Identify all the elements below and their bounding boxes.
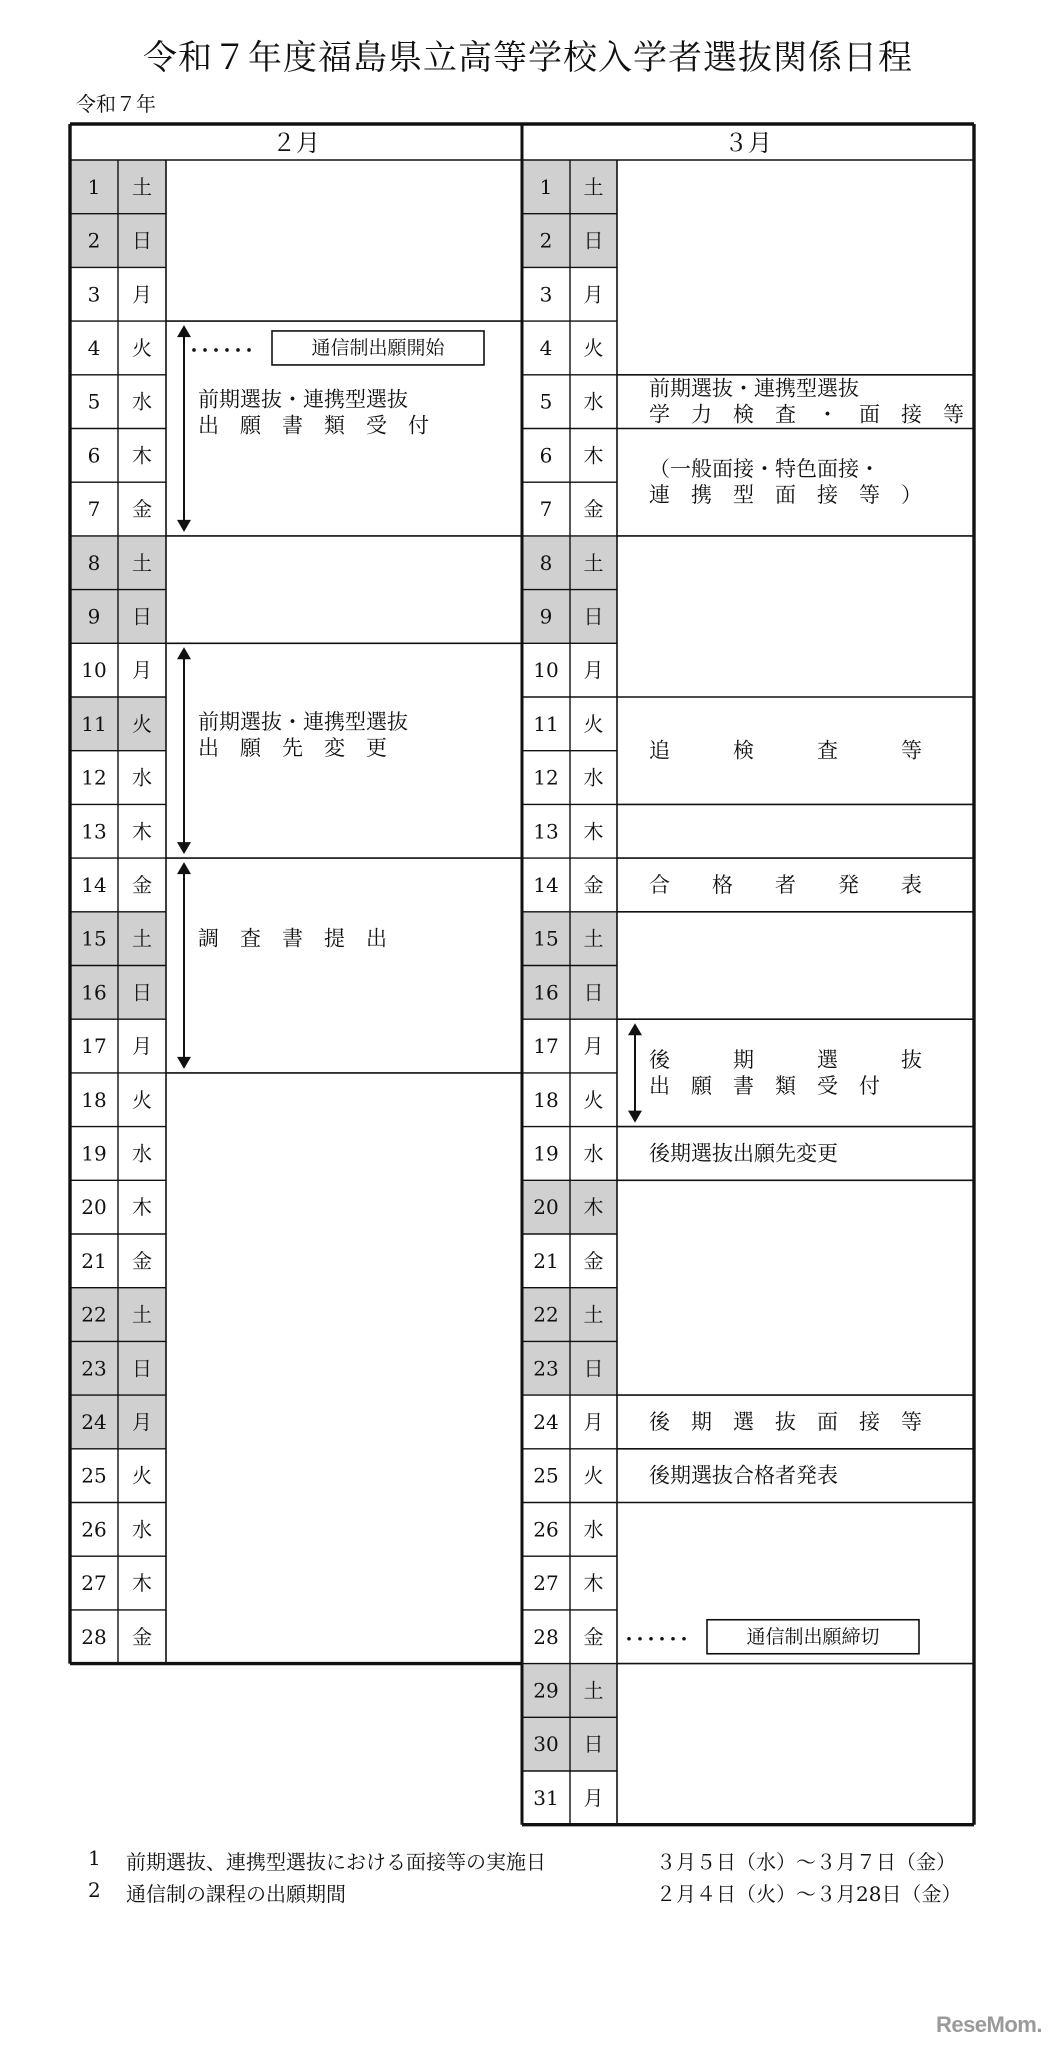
weekday-label: 月: [583, 282, 604, 307]
weekday-label: 金: [132, 1248, 152, 1273]
note-text: 前期選抜、連携型選抜における面接等の実施日: [126, 1850, 546, 1874]
day-number: 23: [533, 1356, 559, 1381]
day-number: 9: [87, 604, 101, 629]
leader-dot: [638, 1637, 642, 1641]
weekday-label: 金: [583, 1248, 604, 1273]
day-number: 9: [539, 604, 553, 629]
weekday-label: 土: [583, 1678, 604, 1703]
day-number: 14: [81, 872, 107, 897]
day-number: 15: [533, 926, 559, 951]
weekday-label: 火: [132, 335, 152, 360]
event-text: 前期選抜・連携型選抜: [649, 376, 859, 401]
day-number: 23: [81, 1356, 107, 1381]
day-number: 6: [87, 443, 101, 468]
leader-dot: [225, 348, 229, 352]
weekday-label: 月: [583, 1785, 604, 1810]
event-text: 調 査 書 提 出: [198, 926, 387, 951]
day-number: 7: [87, 497, 101, 522]
weekday-label: 土: [583, 174, 604, 199]
weekday-label: 土: [132, 174, 152, 199]
day-number: 29: [533, 1678, 559, 1703]
weekday-label: 月: [583, 658, 604, 683]
weekday-label: 金: [132, 497, 152, 522]
leader-dot: [236, 348, 240, 352]
event-text: 後 期 選 抜: [649, 1047, 922, 1072]
day-number: 21: [81, 1248, 107, 1273]
weekday-label: 木: [583, 819, 604, 844]
event-text: 後期選抜出願先変更: [649, 1141, 838, 1166]
day-number: 10: [81, 658, 107, 683]
weekday-label: 月: [583, 1034, 604, 1059]
month-header: ３月: [724, 129, 772, 157]
event-text: 追 検 査 等: [649, 738, 922, 763]
arrow-head: [177, 325, 191, 337]
day-number: 25: [533, 1463, 559, 1488]
leader-dot: [627, 1637, 631, 1641]
day-number: 24: [533, 1409, 559, 1434]
day-number: 2: [87, 228, 101, 253]
weekday-label: 火: [583, 335, 604, 360]
month-header: ２月: [272, 129, 320, 157]
day-number: 17: [533, 1034, 559, 1059]
leader-dot: [671, 1637, 675, 1641]
note-period: ３月５日（水）～３月７日（金）: [656, 1850, 956, 1874]
weekday-label: 日: [583, 604, 604, 629]
day-number: 5: [87, 389, 101, 414]
day-number: 1: [539, 174, 553, 199]
weekday-label: 金: [583, 872, 604, 897]
weekday-label: 土: [583, 550, 604, 575]
weekday-label: 火: [583, 1463, 604, 1488]
note-number: 2: [88, 1878, 101, 1902]
day-number: 6: [539, 443, 553, 468]
day-number: 10: [533, 658, 559, 683]
weekday-label: 日: [583, 1732, 604, 1757]
weekday-label: 日: [583, 1356, 604, 1381]
weekday-label: 月: [132, 1409, 152, 1434]
leader-dot: [203, 348, 207, 352]
weekday-label: 水: [583, 765, 604, 790]
weekday-label: 水: [132, 765, 152, 790]
day-number: 27: [533, 1571, 559, 1596]
day-number: 14: [533, 872, 559, 897]
weekday-label: 日: [132, 604, 152, 629]
day-number: 3: [539, 282, 553, 307]
day-number: 25: [81, 1463, 107, 1488]
day-number: 22: [81, 1302, 107, 1327]
page-title: 令和７年度福島県立高等学校入学者選抜関係日程: [143, 38, 913, 78]
weekday-label: 水: [583, 1141, 604, 1166]
day-number: 24: [81, 1409, 107, 1434]
day-number: 3: [87, 282, 101, 307]
leader-dot: [192, 348, 196, 352]
weekday-label: 金: [583, 497, 604, 522]
arrow-head: [177, 862, 191, 874]
day-number: 17: [81, 1034, 107, 1059]
day-number: 15: [81, 926, 107, 951]
day-number: 27: [81, 1571, 107, 1596]
arrow-head: [628, 1023, 642, 1035]
weekday-label: 日: [583, 228, 604, 253]
event-text: 出 願 先 変 更: [198, 735, 387, 760]
event-text: 出 願 書 類 受 付: [198, 413, 429, 438]
day-number: 5: [539, 389, 553, 414]
era-label: 令和７年: [76, 92, 156, 116]
weekday-label: 木: [583, 1195, 604, 1220]
weekday-label: 金: [583, 1624, 604, 1649]
day-number: 28: [81, 1624, 107, 1649]
day-number: 4: [539, 335, 553, 360]
arrow-head: [177, 647, 191, 659]
day-number: 26: [533, 1517, 559, 1542]
day-number: 20: [533, 1195, 559, 1220]
leader-dot: [660, 1637, 664, 1641]
note-text: 通信制の課程の出願期間: [126, 1882, 346, 1906]
weekday-label: 土: [583, 926, 604, 951]
note-period: ２月４日（火）～３月28日（金）: [656, 1882, 962, 1906]
day-number: 21: [533, 1248, 559, 1273]
arrow-head: [177, 1057, 191, 1069]
weekday-label: 水: [583, 389, 604, 414]
leader-dot: [247, 348, 251, 352]
day-number: 18: [533, 1087, 559, 1112]
weekday-label: 木: [132, 1571, 152, 1596]
weekday-label: 土: [132, 926, 152, 951]
weekday-label: 火: [132, 1087, 152, 1112]
day-number: 30: [533, 1732, 559, 1757]
arrow-head: [177, 520, 191, 532]
weekday-label: 月: [583, 1409, 604, 1434]
day-number: 13: [533, 819, 559, 844]
event-text: 前期選抜・連携型選抜: [198, 709, 408, 734]
weekday-label: 火: [132, 1463, 152, 1488]
weekday-label: 日: [132, 980, 152, 1005]
day-number: 20: [81, 1195, 107, 1220]
notice-label: 通信制出願締切: [746, 1625, 880, 1648]
weekday-label: 月: [132, 282, 152, 307]
weekday-label: 木: [132, 819, 152, 844]
weekday-label: 日: [583, 980, 604, 1005]
event-text: 学 力 検 査 ・ 面 接 等: [649, 402, 964, 427]
weekday-label: 火: [132, 711, 152, 736]
day-number: 22: [533, 1302, 559, 1327]
weekday-label: 火: [583, 711, 604, 736]
weekday-label: 月: [132, 658, 152, 683]
day-number: 28: [533, 1624, 559, 1649]
day-number: 11: [81, 711, 107, 736]
day-number: 4: [87, 335, 101, 360]
day-number: 12: [81, 765, 107, 790]
day-number: 16: [81, 980, 107, 1005]
event-text: 合 格 者 発 表: [649, 872, 922, 897]
arrow-head: [628, 1111, 642, 1123]
weekday-label: 水: [132, 1517, 152, 1542]
event-text: 後期選抜合格者発表: [649, 1463, 838, 1488]
day-number: 11: [533, 711, 559, 736]
leader-dot: [214, 348, 218, 352]
weekday-label: 木: [132, 1195, 152, 1220]
day-number: 18: [81, 1087, 107, 1112]
weekday-label: 木: [583, 1571, 604, 1596]
event-text: 前期選抜・連携型選抜: [198, 387, 408, 412]
leader-dot: [649, 1637, 653, 1641]
arrow-head: [177, 842, 191, 854]
leader-dot: [682, 1637, 686, 1641]
day-number: 2: [539, 228, 553, 253]
day-number: 8: [539, 550, 553, 575]
weekday-label: 土: [132, 550, 152, 575]
day-number: 31: [533, 1785, 559, 1810]
weekday-label: 日: [132, 1356, 152, 1381]
note-number: 1: [88, 1846, 101, 1870]
weekday-label: 木: [583, 443, 604, 468]
event-text: 後 期 選 抜 面 接 等: [649, 1409, 922, 1434]
day-number: 19: [81, 1141, 107, 1166]
event-text: 連 携 型 面 接 等 ）: [649, 483, 922, 508]
weekday-label: 水: [583, 1517, 604, 1542]
event-text: 出 願 書 類 受 付: [649, 1073, 880, 1098]
weekday-label: 木: [132, 443, 152, 468]
weekday-label: 水: [132, 389, 152, 414]
day-number: 13: [81, 819, 107, 844]
weekday-label: 土: [132, 1302, 152, 1327]
day-number: 1: [87, 174, 101, 199]
day-number: 12: [533, 765, 559, 790]
weekday-label: 金: [132, 1624, 152, 1649]
day-number: 8: [87, 550, 101, 575]
day-number: 19: [533, 1141, 559, 1166]
weekday-label: 日: [132, 228, 152, 253]
weekday-label: 金: [132, 872, 152, 897]
weekday-label: 土: [583, 1302, 604, 1327]
day-number: 26: [81, 1517, 107, 1542]
weekday-label: 月: [132, 1034, 152, 1059]
weekday-label: 火: [583, 1087, 604, 1112]
event-text: （一般面接・特色面接・: [649, 457, 880, 482]
weekday-label: 水: [132, 1141, 152, 1166]
watermark-logo: ReseMom.: [935, 2012, 1042, 2037]
day-number: 7: [539, 497, 553, 522]
notice-label: 通信制出願開始: [311, 336, 445, 359]
day-number: 16: [533, 980, 559, 1005]
